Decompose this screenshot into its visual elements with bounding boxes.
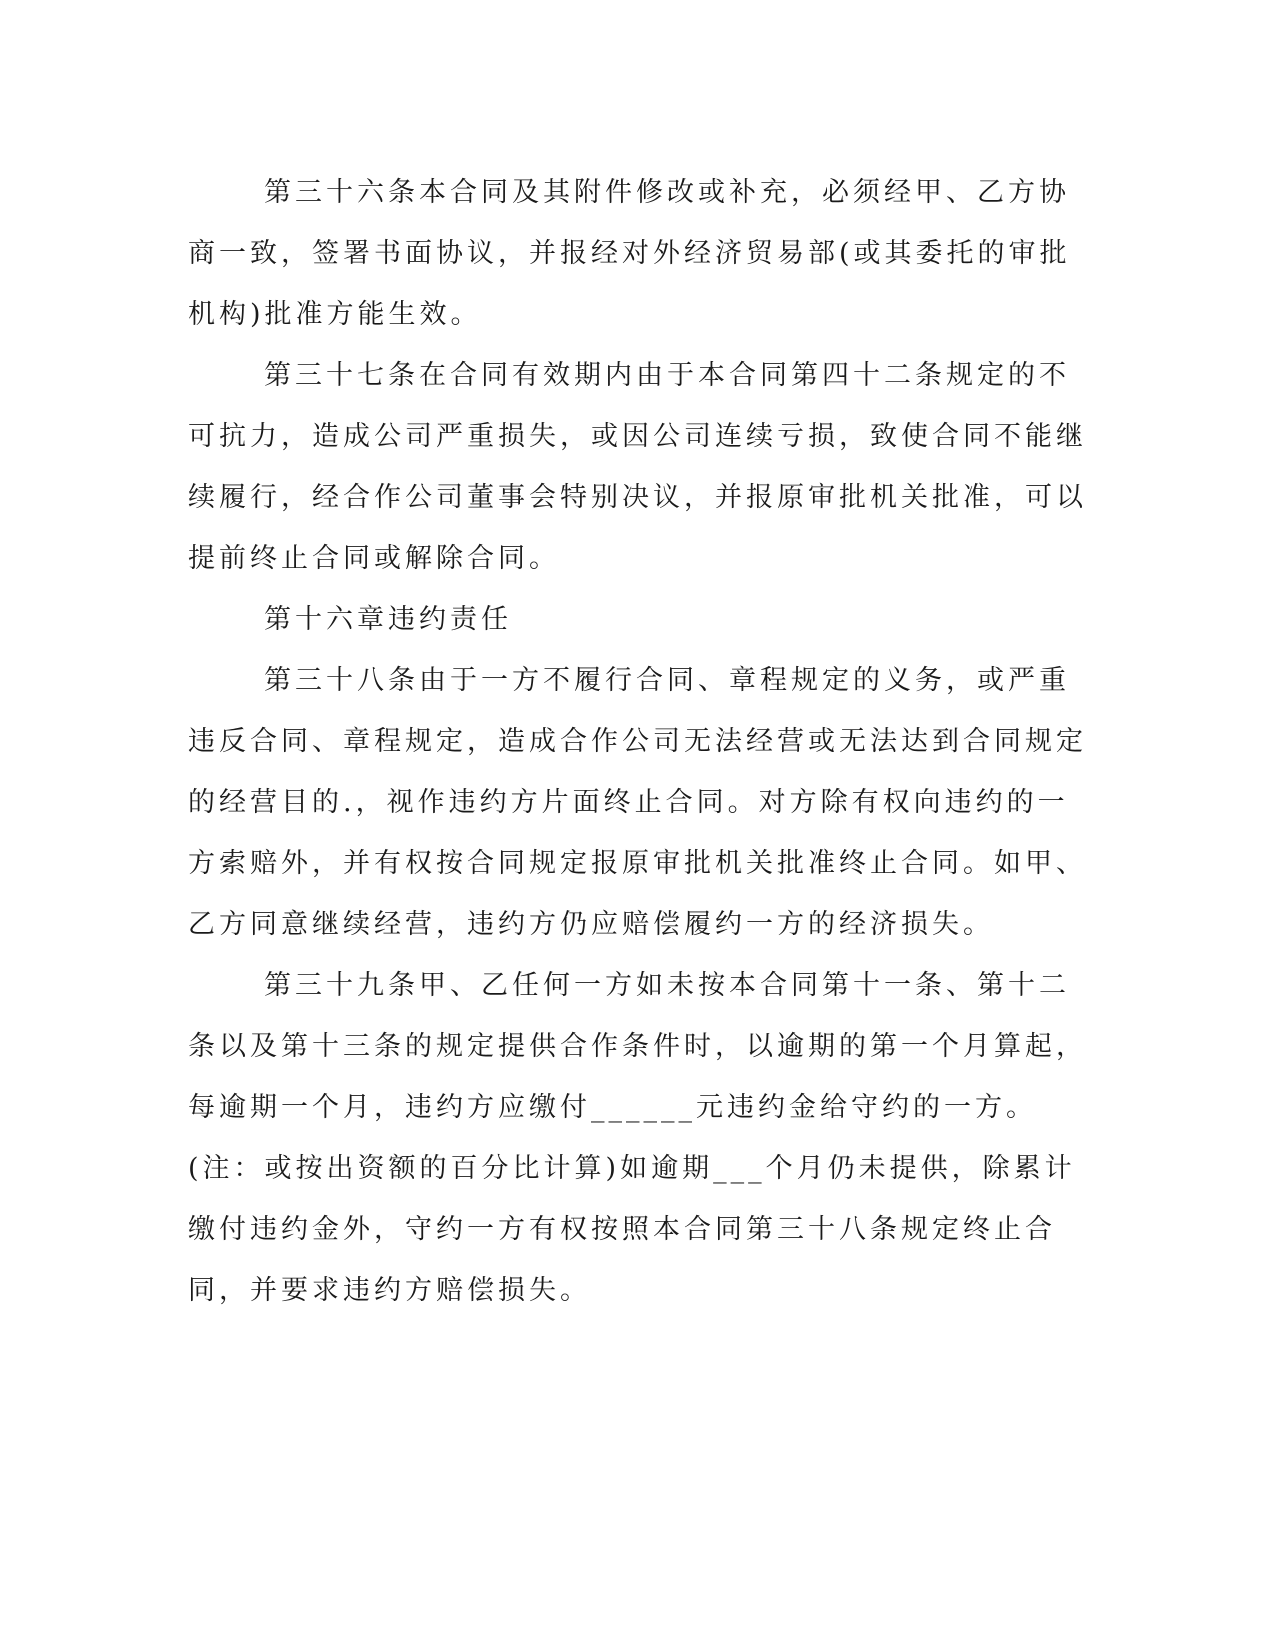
article-38-paragraph: 第三十八条由于一方不履行合同、章程规定的义务，或严重违反合同、章程规定，造成合作公司无法经营或无法达到合同规定的经营目的.，视作违约方片面终止合同。对方除有权向违约的一方索赔外，并有权按合同规定报原审批机关批准终止合同。如甲、乙方同意继续经营，违约方仍应赔偿履约一方的经济损失。	[188, 665, 1087, 940]
chapter-16-heading: 第十六章违约责任	[264, 604, 512, 635]
article-37-paragraph: 第三十七条在合同有效期内由于本合同第四十二条规定的不可抗力，造成公司严重损失，或因公司连续亏损，致使合同不能继续履行，经合作公司董事会特别决议，并报原审批机关批准，可以提前终止合同或解除合同。	[188, 360, 1087, 574]
article-36-paragraph: 第三十六条本合同及其附件修改或补充，必须经甲、乙方协商一致，签署书面协议，并报经对外经济贸易部(或其委托的审批机构)批准方能生效。	[188, 177, 1071, 330]
document-body	[188, 162, 1088, 1321]
article-39-paragraph: 第三十九条甲、乙任何一方如未按本合同第十一条、第十二条以及第十三条的规定提供合作条件时，以逾期的第一个月算起，每逾期一个月，违约方应缴付______元违约金给守约的一方。(注：或按出资额的百分比计算)如逾期___个月仍未提供，除累计缴付违约金外，守约一方有权按照本合同第三十八条规定终止合同，并要求违约方赔偿损失。	[188, 970, 1087, 1306]
